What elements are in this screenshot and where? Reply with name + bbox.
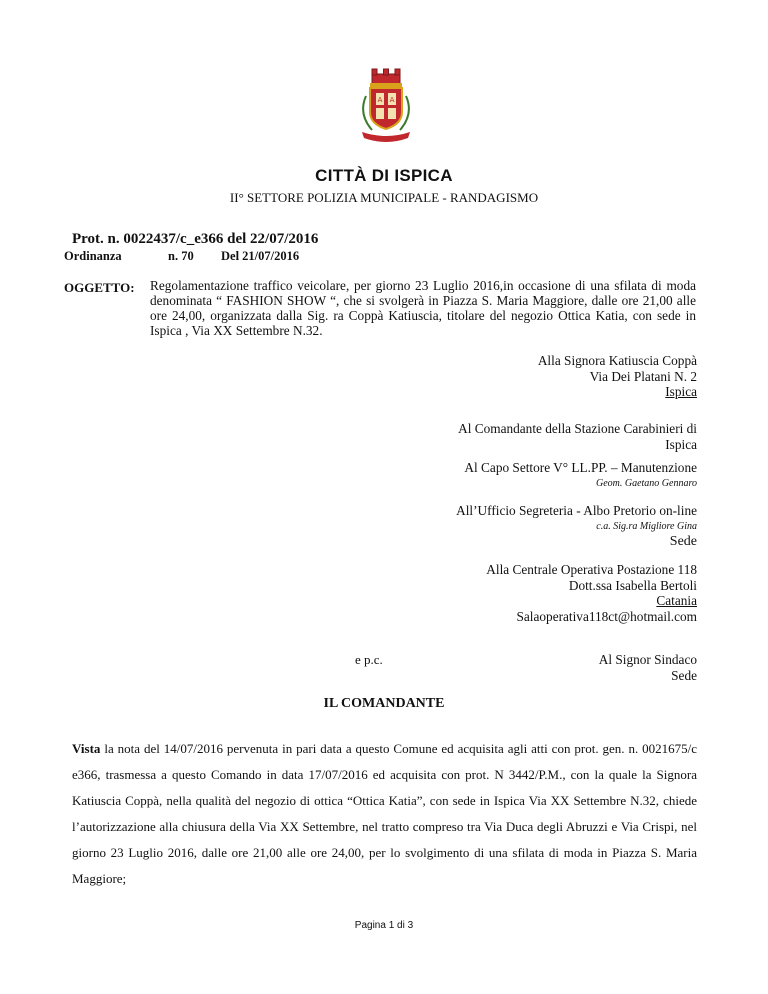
recipient-location: Sede <box>671 667 697 683</box>
recipient-attention: c.a. Sig.ra Migliore Gina <box>596 520 697 532</box>
recipient-city: Catania <box>656 593 697 608</box>
city-title: CITTÀ DI ISPICA <box>315 166 453 185</box>
recipient-lavori-pubblici <box>464 460 697 491</box>
recipient-email[interactable]: Salaoperativa118ct@hotmail.com <box>516 608 697 624</box>
subject-label: OGGETTO: <box>64 280 135 295</box>
protocol-number: Prot. n. 0022437/c_e366 del 22/07/2016 <box>72 231 319 247</box>
cc-label: e p.c. <box>355 652 383 667</box>
recipient-contact: Dott.ssa Isabella Bertoli <box>568 577 697 593</box>
recipient-city: Ispica <box>665 436 697 452</box>
recipient-name: Al Comandante della Stazione Carabinieri di <box>458 421 697 436</box>
recipient-coppa <box>538 353 697 400</box>
ordinance-line <box>64 249 300 264</box>
recipient-attention: Geom. Gaetano Gennaro <box>595 477 697 489</box>
body-paragraph <box>72 736 697 892</box>
recipient-name: Alla Centrale Operativa Postazione 118 <box>486 562 697 577</box>
recipient-name: Alla Signora Katiuscia Coppà <box>537 353 697 368</box>
svg-text:A: A <box>377 96 383 104</box>
recipient-city: Ispica <box>665 384 697 399</box>
recipient-segreteria <box>456 503 697 550</box>
ordinance-number: n. 70 <box>168 249 194 263</box>
ordinance-date: Del 21/07/2016 <box>221 249 300 263</box>
subject-text: Regolamentazione traffico veicolare, per giorno 23 Luglio 2016,in occasione di una sfilata di moda denominata “ FASHION SHOW “, che si svolgerà in Piazza S. Maria Maggiore, dalle ore 21,00 alle ore 24,00, organizzata dalla Sig. ra Coppà Katiuscia, titolare del negozio Ottica Katia, con sede in Ispica , Via XX Settembre N.32. <box>150 278 696 338</box>
recipient-118 <box>486 562 697 624</box>
recipient-name: Al Signor Sindaco <box>598 652 697 667</box>
recipient-name: All’Ufficio Segreteria - Albo Pretorio on-line <box>456 503 697 518</box>
department-subtitle: II° SETTORE POLIZIA MUNICIPALE - RANDAGISMO <box>229 190 539 205</box>
vista-text: la nota del 14/07/2016 pervenuta in pari data a questo Comune ed acquisita agli atti con prot. gen. n. 0021675/c e366, trasmessa a questo Comando in data 17/07/2016 ed acquisita con prot. N 3442/P.M., con la quale la Signora Katiuscia Coppà, nella qualità del negozio di ottica “Ottica Katia”, con sede in Ispica Via XX Settembre N.32, chiede l’autorizzazione alla chiusura della Via XX Settembre, nel tratto compreso tra Via Duca degli Abruzzi e Via Crispi, nel giorno 23 Luglio 2016, dalle ore 21,00 alle ore 24,00, per lo svolgimento di una sfilata di moda in Piazza S. Maria Maggiore; <box>72 741 697 886</box>
recipient-sindaco <box>599 652 697 683</box>
vista-keyword: Vista <box>72 741 101 756</box>
city-crest-icon <box>354 66 418 146</box>
section-heading: IL COMANDANTE <box>323 696 445 711</box>
recipient-carabinieri <box>458 421 697 452</box>
svg-text:A: A <box>389 96 395 104</box>
recipient-name: Al Capo Settore V° LL.PP. – Manutenzione <box>464 460 697 475</box>
ordinance-label: Ordinanza <box>64 249 122 263</box>
page-number: Pagina 1 di 3 <box>354 920 414 931</box>
recipient-location: Sede <box>669 534 697 549</box>
recipient-address: Via Dei Platani N. 2 <box>589 368 697 384</box>
